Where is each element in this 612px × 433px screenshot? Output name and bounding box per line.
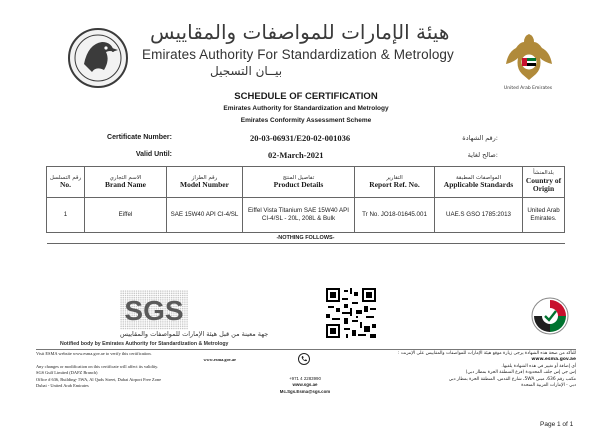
cell-applicable-standards: UAE.S GSO 1785:2013: [435, 198, 523, 233]
header-applicable-standards: المواصفات المطبقة Applicable Standards: [435, 167, 523, 198]
footer-phone: +971 4 2283990: [289, 376, 321, 381]
valid-until-label: Valid Until:: [135, 151, 172, 158]
uae-emblem-icon: [500, 28, 558, 86]
header-product-details: تفاصيل المنتج Product Details: [243, 167, 355, 198]
footer-company-name-arabic: إس جي إس جلف المحدودة (فرع المنطقة الحرة بمطار دبي): [465, 370, 576, 376]
sgs-logo: [120, 290, 188, 330]
table-row: [47, 198, 565, 233]
footer-validity-note: Any changes or modification on this certificate will affect its validity.: [36, 363, 159, 369]
footer-email[interactable]: Mc.Sgs.Esma@sgs.com: [279, 388, 331, 394]
cell-no: 1: [47, 198, 85, 233]
footer-verify-text-arabic: للتأكد من صحة هذه الشهادة يرجى زيارة موقع هيئة الإمارات للمواصفات والمقاييس على الإنترنت :: [398, 351, 576, 356]
header-country-of-origin: بلدالمنشأ Country of Origin: [523, 167, 565, 198]
cell-brand-name: Eiffel: [85, 198, 167, 233]
valid-until-value: 02-March-2021: [268, 150, 324, 160]
footer-city-arabic: دبي - الإمارات العربية المتحدة: [521, 382, 576, 388]
sgs-notified-arabic: جهة معينة من قبل هيئة الإمارات للمواصفات والمقاييس: [120, 330, 269, 338]
footer-city: Dubai - United Arab Emirates: [36, 382, 89, 388]
sgs-notified-note: Notified body by Emirates Authority for Standardization & Metrology: [60, 341, 229, 347]
certificate-number-label-arabic: رقم الشهادة:: [462, 134, 498, 142]
footer-website-link[interactable]: www.esma.gov.ae: [203, 357, 236, 363]
footer-left: [36, 351, 236, 389]
footer-address-arabic: مكتب رقم 636، مبنى 5WA، شارع القدس، المنطقة الحرة بمطار دبي: [448, 376, 576, 382]
document-subtitle-1: Emirates Authority for Standardization and Metrology: [223, 105, 389, 112]
table-header-row: [47, 167, 565, 198]
conformity-badge-icon: [530, 296, 570, 336]
header-no: رقم التسلسل No.: [47, 167, 85, 198]
org-name-arabic: هيئة الإمارات للمواصفات والمقاييس: [150, 20, 450, 44]
svg-text:SGS: SGS: [124, 295, 184, 326]
footer-verify-text: Visit ESMA website www.esma.gov.ae to verify this certification.: [36, 351, 152, 356]
org-subtitle-arabic: بيــان التسجيل: [210, 64, 283, 78]
header-report-ref: التقارير Report Ref. No.: [355, 167, 435, 198]
esma-logo: [66, 26, 130, 90]
footer-company-name: SGS Gulf Limited (DAFZ Branch): [36, 370, 98, 376]
footer-center: [270, 376, 340, 395]
footer-divider: [36, 349, 576, 350]
uae-label: United Arab Emirates: [503, 86, 553, 91]
phone-icon: [298, 353, 310, 365]
qr-code: [326, 288, 376, 338]
footer-sgs-website[interactable]: www.sgs.ae: [292, 382, 318, 388]
document-title: SCHEDULE OF CERTIFICATION: [234, 91, 378, 102]
footer-website-link-arabic[interactable]: www.esma.gov.ae: [531, 357, 576, 363]
schedule-table: [46, 166, 565, 244]
page-number: Page 1 of 1: [540, 421, 574, 428]
certificate-number-value: 20-03-06931/E20-02-001036: [250, 133, 351, 143]
footer-address: Office # 636, Building- 5WA, Al Quds Street, Dubai Airport Free Zone: [36, 376, 162, 382]
header-model-number: رقم الطراز Model Number: [167, 167, 243, 198]
footer-validity-note-arabic: أي إضافة أو تغيير في هذه الشهادة يلغيها.: [501, 363, 576, 369]
valid-until-label-arabic: صالح لغاية:: [467, 151, 498, 159]
nothing-follows-row: [47, 233, 565, 244]
cell-model-number: SAE 15W40 API CI-4/SL: [167, 198, 243, 233]
cell-product-details: Eiffel Vista Titanium SAE 15W40 API CI-4/SL - 20L, 208L & Bulk: [243, 198, 355, 233]
header-brand-name: الاسم التجاري Brand Name: [85, 167, 167, 198]
footer-right-arabic: [380, 351, 576, 389]
org-name-english: Emirates Authority For Standardization & Metrology: [142, 47, 454, 62]
document-subtitle-2: Emirates Conformity Assessment Scheme: [240, 117, 372, 124]
nothing-follows-text: -NOTHING FOLLOWS-: [47, 233, 565, 244]
cell-report-ref: Tr No. JO18-01645.001: [355, 198, 435, 233]
certificate-number-label: Certificate Number:: [107, 134, 172, 141]
cell-country-of-origin: United Arab Emirates.: [523, 198, 565, 233]
